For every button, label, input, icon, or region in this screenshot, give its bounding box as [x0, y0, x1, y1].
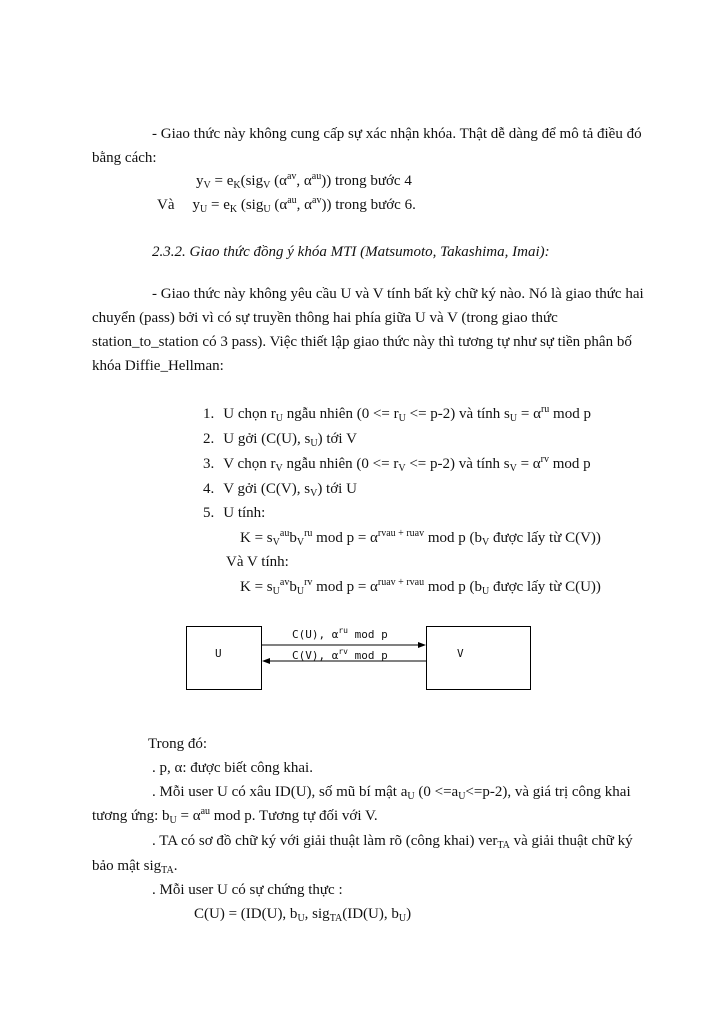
step-1: 1. U chọn $r_U$ ngẫu nhiên $(0 <= r_U <= p-2)$ và tính $s_U = \alpha^{ru}$ mod p	[203, 404, 591, 424]
equation-yv: $y_V = e_K(sig_V$ ($\alpha^{av}$, $\alpha^{au}$)) trong bước 4	[196, 171, 412, 191]
box-v-label: V	[457, 647, 464, 660]
where-title: Trong đó:	[148, 736, 208, 752]
and-v-computes: Và V tính:	[226, 554, 289, 570]
bottom-arrow-label: C(V), $\alpha^{rv}$ mod p	[292, 647, 388, 662]
step-3: 3. V chọn $r_V$ ngẫu nhiên $(0 <= r_V <= p-2)$ và tính $s_V = \alpha^{rv}$ mod p	[203, 454, 591, 474]
bullet-user-secret: . Mỗi user U có xâu ID(U), số mũ bí mật $a_U$ $(0 <=a_U<=p-2)$, và giá trị công khai	[152, 784, 631, 802]
arrow-v-to-u-head	[262, 658, 270, 664]
key-formula-u: $K = s_V^{au}b_V^{ru}$ mod $p = \alpha^{rvau + ruav}$ mod p ($b_V$ được lấy từ C(V))	[240, 528, 601, 548]
bullet-ta: . TA có sơ đồ chữ ký với giải thuật làm rõ (công khai) ver$_{TA}$ và giải thuật chữ ký	[152, 833, 633, 851]
step-5: 5. U tính:	[203, 505, 266, 521]
para2-line1: - Giao thức này không yêu cầu U và V tính bất kỳ chữ ký nào. Nó là giao thức hai	[152, 286, 644, 302]
para2-line3: station_to_station có 3 pass). Việc thiết lập giao thức này thì tương tự như sự tiền phân bố	[92, 334, 632, 350]
key-formula-v: $K = s_U^{av}b_U^{rv}$ mod $p = \alpha^{ruav + rvau}$ mod p ($b_U$ được lấy từ C(U))	[240, 577, 601, 597]
step-4: 4. V gởi (C(V), $s_V$) tới U	[203, 481, 357, 499]
para1-line1: - Giao thức này không cung cấp sự xác nhận khóa. Thật dễ dàng để mô tả điều đó	[152, 126, 642, 142]
para1-line2: bằng cách:	[92, 150, 157, 166]
bullet-user-secret-line2: tương ứng: $b_U = \alpha^{au}$ mod p. Tương tự đối với V.	[92, 806, 378, 826]
arrow-u-to-v-head	[418, 642, 426, 648]
para2-line4: khóa Diffie_Hellman:	[92, 358, 224, 374]
certificate-formula: C(U) = (ID(U), $b_U$, sig$_{TA}$(ID(U), $b_U$)	[194, 906, 412, 924]
para2-line2: chuyển (pass) bởi vì có sự truyền thông hai phía giữa U và V (trong giao thức	[92, 310, 558, 326]
bullet-certificate: . Mỗi user U có sự chứng thực :	[152, 882, 343, 898]
protocol-diagram	[186, 623, 536, 693]
bullet-public: . p, α: được biết công khai.	[152, 760, 313, 776]
box-u-label: U	[215, 647, 222, 660]
top-arrow-label: C(U), $\alpha^{ru}$ mod p	[292, 626, 388, 641]
section-heading: 2.3.2. Giao thức đồng ý khóa MTI (Matsumoto, Takashima, Imai):	[152, 244, 550, 260]
equation-yu: Và $y_U = e_K$ (sig$_U$ ($\alpha^{au}$, $\alpha^{av}$)) trong bước 6.	[157, 195, 416, 215]
step-2: 2. U gởi (C(U), $s_U$) tới V	[203, 431, 357, 449]
bullet-ta-line2: bảo mật sig$_{TA}$.	[92, 858, 178, 876]
